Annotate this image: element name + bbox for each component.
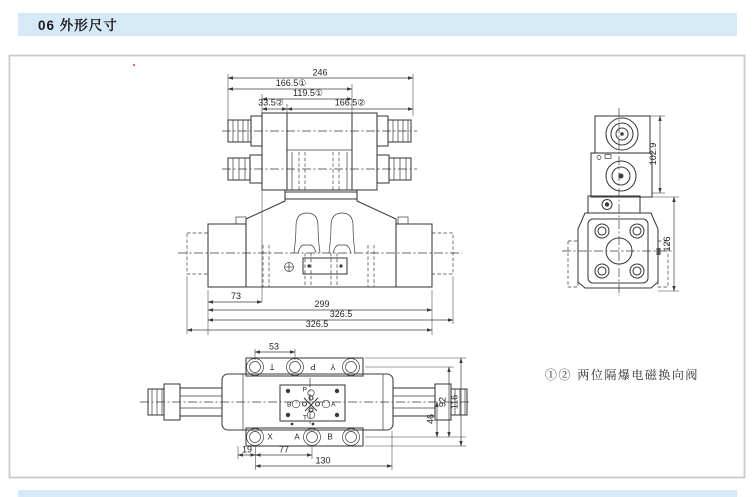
dim-bolt-span-bottom: 130 — [315, 455, 331, 466]
pad-label-b: B — [286, 401, 292, 409]
dim-main-valve-height: 126 — [662, 236, 672, 252]
section-header — [18, 13, 737, 36]
dim-valve1-body-length: 119.5① — [293, 88, 323, 98]
section-header-bar — [18, 13, 737, 36]
dim-valve1-length: 166.5① — [275, 78, 307, 88]
dim-bolt-spacing-top: 53 — [268, 341, 280, 352]
dim-overall-length-right: 326.5 — [329, 309, 353, 319]
dim-bolt-row-spacing: 92 — [437, 396, 448, 408]
section-title: 06 外形尺寸 — [38, 18, 118, 33]
stray-red-dot — [133, 64, 135, 66]
dim-valve2-offset: 33.5② — [258, 97, 284, 108]
dim-flange-height: 116 — [449, 394, 460, 410]
port-label-x: X — [267, 432, 273, 442]
dim-valve2-length: 166.5② — [334, 97, 366, 108]
port-label-t-top: T — [269, 362, 275, 371]
dim-solenoid-stack-height: 102.9 — [648, 142, 658, 166]
valve-footnote: ①② 两位隔爆电磁换向阀 — [545, 368, 699, 382]
next-section-bar — [18, 490, 737, 497]
dim-pilot-overall-width: 246 — [312, 67, 328, 78]
port-label-a-band: A — [294, 432, 300, 442]
dim-edge-to-x: 19 — [241, 444, 253, 455]
dim-center-to-bolt-row: 46 — [425, 413, 436, 425]
dim-x-to-a: 77 — [278, 444, 290, 455]
pad-label-t: T — [302, 414, 307, 422]
ground-symbol — [285, 263, 294, 272]
port-label-y-top: Y — [330, 362, 336, 371]
dim-overall-length-left: 326.5 — [305, 319, 329, 329]
port-label-p-top: P — [310, 362, 316, 371]
dim-pilot-offset: 73 — [230, 291, 242, 301]
pad-label-p: P — [302, 386, 307, 394]
dim-main-body-length: 299 — [314, 299, 330, 309]
pad-label-a: A — [331, 401, 336, 409]
port-label-b-band: B — [327, 432, 333, 442]
